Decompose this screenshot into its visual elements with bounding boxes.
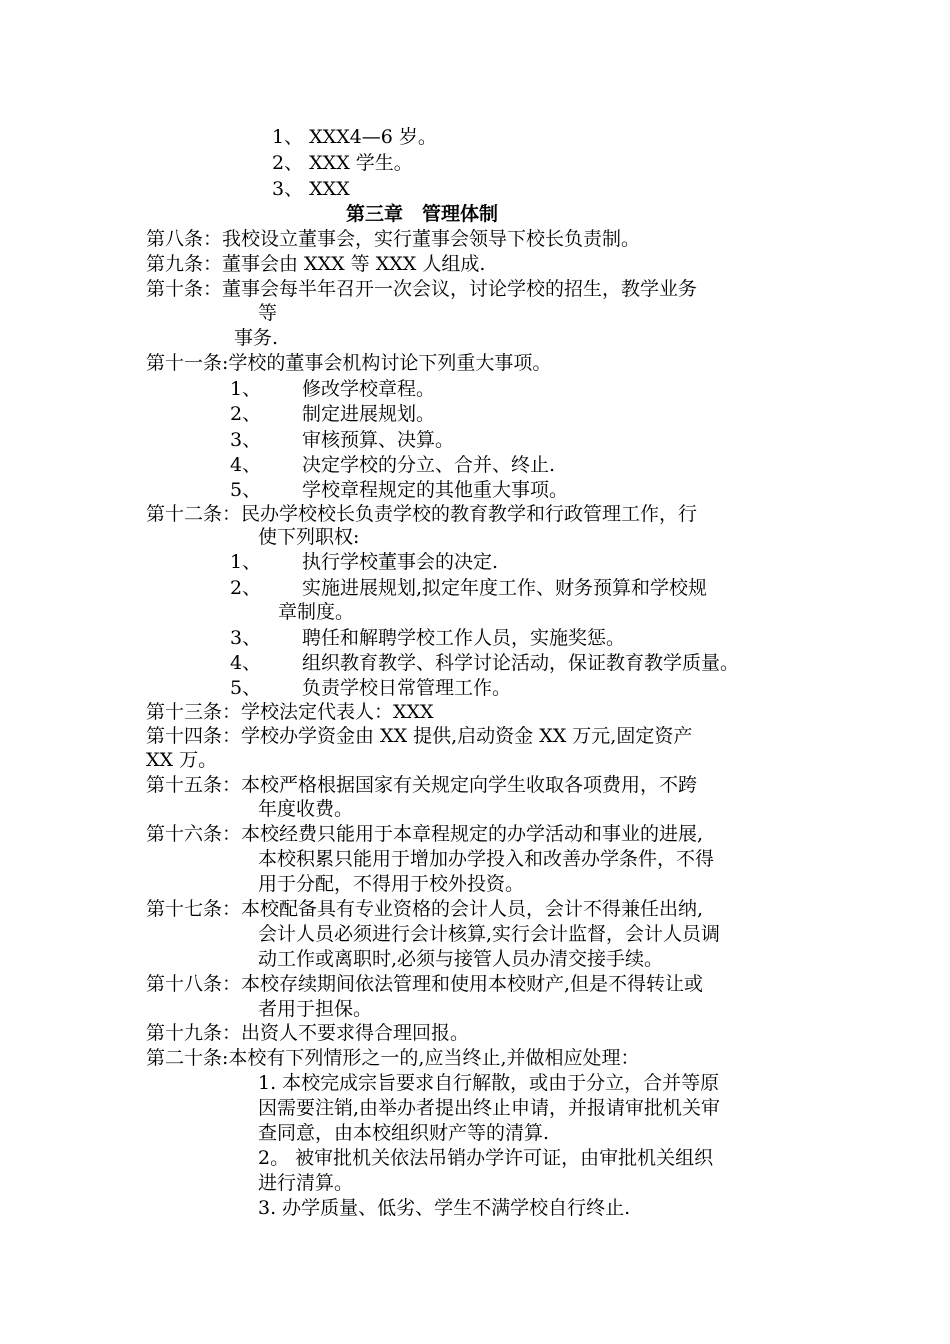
article-20-item1-line1: 1. 本校完成宗旨要求自行解散，或由于分立，合并等原 — [258, 1072, 720, 1094]
list-item-text: 聘任和解聘学校工作人员，实施奖惩。 — [302, 627, 626, 649]
article-18-line1: 第十八条：本校存续期间依法管理和使用本校财产,但是不得转让或 — [146, 973, 704, 995]
article-19: 第十九条：出资人不要求得合理回报。 — [146, 1022, 470, 1044]
list-item-text: 决定学校的分立、合并、终止. — [302, 454, 556, 476]
list-item-text: 审核预算、决算。 — [302, 429, 455, 451]
list-item-number: 2、 — [230, 403, 262, 425]
article-9: 第九条：董事会由 XXX 等 XXX 人组成. — [146, 253, 486, 275]
list-item-number: 4、 — [230, 652, 262, 674]
article-12-line2: 使下列职权: — [258, 526, 360, 548]
article-16-line1: 第十六条：本校经费只能用于本章程规定的办学活动和事业的进展, — [146, 823, 704, 845]
list-item-number: 1、 — [230, 378, 262, 400]
list-item-text: 组织教育教学、科学讨论活动，保证教育教学质量。 — [302, 652, 740, 674]
list-item-text: 负责学校日常管理工作。 — [302, 677, 512, 699]
article-14-line2: XX 万。 — [146, 749, 218, 771]
article-18-line2: 者用于担保。 — [258, 998, 373, 1020]
article-15-line1: 第十五条：本校严格根据国家有关规定向学生收取各项费用，不跨 — [146, 774, 698, 796]
list-item-number: 1、 — [230, 551, 262, 573]
article-8: 第八条：我校设立董事会，实行董事会领导下校长负责制。 — [146, 228, 641, 250]
article-17-line2: 会计人员必须进行会计核算,实行会计监督，会计人员调 — [258, 923, 721, 945]
list-item-text: 实施进展规划,拟定年度工作、财务预算和学校规 — [302, 577, 708, 599]
list-item-number: 3、 — [230, 429, 262, 451]
list-item-continuation: 章制度。 — [278, 601, 355, 623]
article-20-item3-line1: 3. 办学质量、低劣、学生不满学校自行终止. — [258, 1197, 631, 1219]
article-10-line2: 等 — [258, 302, 278, 324]
article-20-item1-line2: 因需要注销,由举办者提出终止申请，并报请审批机关审 — [258, 1097, 721, 1119]
article-20-item2-line1: 2。 被审批机关依法吊销办学许可证，由审批机关组织 — [258, 1147, 714, 1169]
intro-list-item: 1、 XXX4—6 岁。 — [272, 126, 437, 148]
article-16-line2: 本校积累只能用于增加办学投入和改善办学条件，不得 — [258, 848, 715, 870]
article-10-line1: 第十条：董事会每半年召开一次会议，讨论学校的招生，教学业务 — [146, 278, 698, 300]
article-11-head: 第十一条:学校的董事会机构讨论下列重大事项。 — [146, 352, 552, 374]
article-15-line2: 年度收费。 — [258, 798, 354, 820]
list-item-number: 5、 — [230, 677, 262, 699]
article-20-item1-line3: 查同意，由本校组织财产等的清算. — [258, 1122, 550, 1144]
article-20-head: 第二十条:本校有下列情形之一的,应当终止,并做相应处理： — [146, 1047, 640, 1069]
chapter-title: 第三章 管理体制 — [346, 203, 499, 225]
article-17-line1: 第十七条：本校配备具有专业资格的会计人员，会计不得兼任出纳, — [146, 898, 704, 920]
list-item-text: 学校章程规定的其他重大事项。 — [302, 479, 569, 501]
list-item-number: 3、 — [230, 627, 262, 649]
article-10-line3: 事务. — [234, 327, 279, 349]
article-17-line3: 动工作或离职时,必须与接管人员办清交接手续。 — [258, 948, 664, 970]
intro-list-item: 2、 XXX 学生。 — [272, 152, 413, 174]
article-20-item2-line2: 进行清算。 — [258, 1172, 354, 1194]
list-item-text: 修改学校章程。 — [302, 378, 436, 400]
list-item-number: 4、 — [230, 454, 262, 476]
list-item-number: 2、 — [230, 577, 262, 599]
article-13: 第十三条：学校法定代表人：XXX — [146, 701, 434, 723]
list-item-number: 5、 — [230, 479, 262, 501]
intro-list-item: 3、 XXX — [272, 178, 350, 200]
article-14-line1: 第十四条：学校办学资金由 XX 提供,启动资金 XX 万元,固定资产 — [146, 725, 693, 747]
list-item-text: 执行学校董事会的决定. — [302, 551, 499, 573]
article-12-line1: 第十二条：民办学校校长负责学校的教育教学和行政管理工作，行 — [146, 503, 698, 525]
article-16-line3: 用于分配，不得用于校外投资。 — [258, 873, 525, 895]
list-item-text: 制定进展规划。 — [302, 403, 436, 425]
